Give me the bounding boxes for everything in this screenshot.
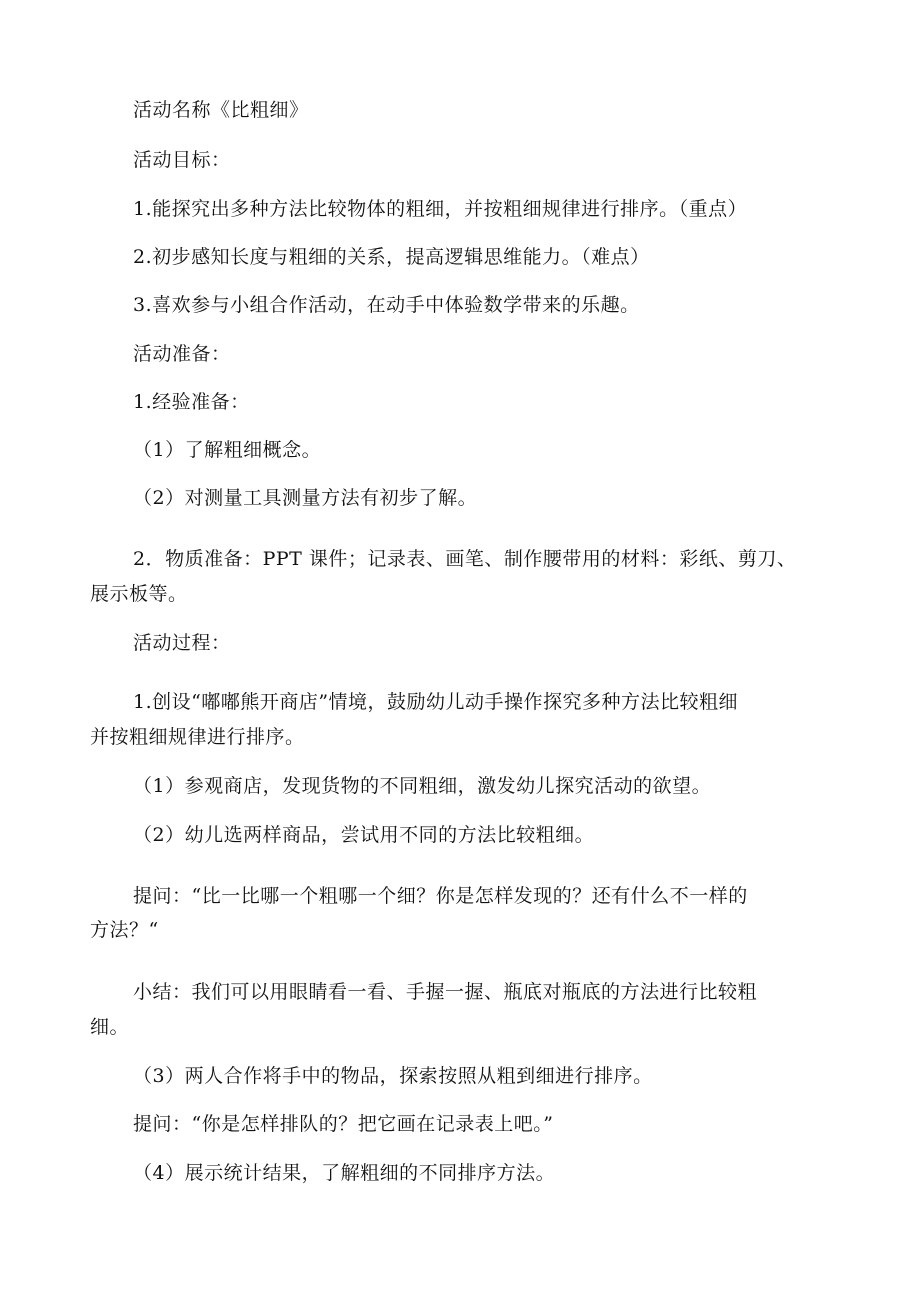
question-line: 提问：“你是怎样排队的？把它画在记录表上吧。” (133, 1113, 554, 1135)
step-item: （4）展示统计结果，了解粗细的不同排序方法。 (133, 1162, 556, 1184)
prep-material-line: 2．物质准备：PPT 课件；记录表、画笔、制作腰带用的材料：彩纸、剪刀、 (133, 548, 797, 570)
activity-title: 活动名称《比粗细》 (133, 99, 309, 121)
step1-line: 并按粗细规律进行排序。 (90, 726, 305, 748)
goal-item: 2.初步感知长度与粗细的关系，提高逻辑思维能力。（难点） (133, 246, 650, 268)
step-item: （3）两人合作将手中的物品，探索按照从粗到细进行排序。 (133, 1065, 653, 1087)
prep-experience-item: （1）了解粗细概念。 (133, 439, 322, 461)
process-heading: 活动过程： (133, 632, 231, 654)
step1-item: （2）幼儿选两样商品，尝试用不同的方法比较粗细。 (133, 824, 595, 846)
prep-material-line: 展示板等。 (90, 583, 188, 605)
question-line: 提问：“比一比哪一个粗哪一个细？你是怎样发现的？还有什么不一样的 (133, 885, 748, 907)
question-line: 方法？“ (90, 919, 159, 941)
summary-line: 细。 (90, 1016, 130, 1038)
goal-item: 1.能探究出多种方法比较物体的粗细，并按粗细规律进行排序。（重点） (133, 198, 748, 220)
goal-item: 3.喜欢参与小组合作活动，在动手中体验数学带来的乐趣。 (133, 294, 640, 316)
prep-experience-heading: 1.经验准备： (133, 391, 250, 413)
prep-heading: 活动准备： (133, 343, 231, 365)
goals-heading: 活动目标： (133, 149, 231, 171)
prep-experience-item: （2）对测量工具测量方法有初步了解。 (133, 487, 478, 509)
step1-item: （1）参观商店，发现货物的不同粗细，激发幼儿探究活动的欲望。 (133, 775, 712, 797)
summary-line: 小结：我们可以用眼睛看一看、手握一握、瓶底对瓶底的方法进行比较粗 (133, 981, 758, 1003)
step1-line: 1.创设“嘟嘟熊开商店”情境，鼓励幼儿动手操作探究多种方法比较粗细 (133, 691, 739, 713)
